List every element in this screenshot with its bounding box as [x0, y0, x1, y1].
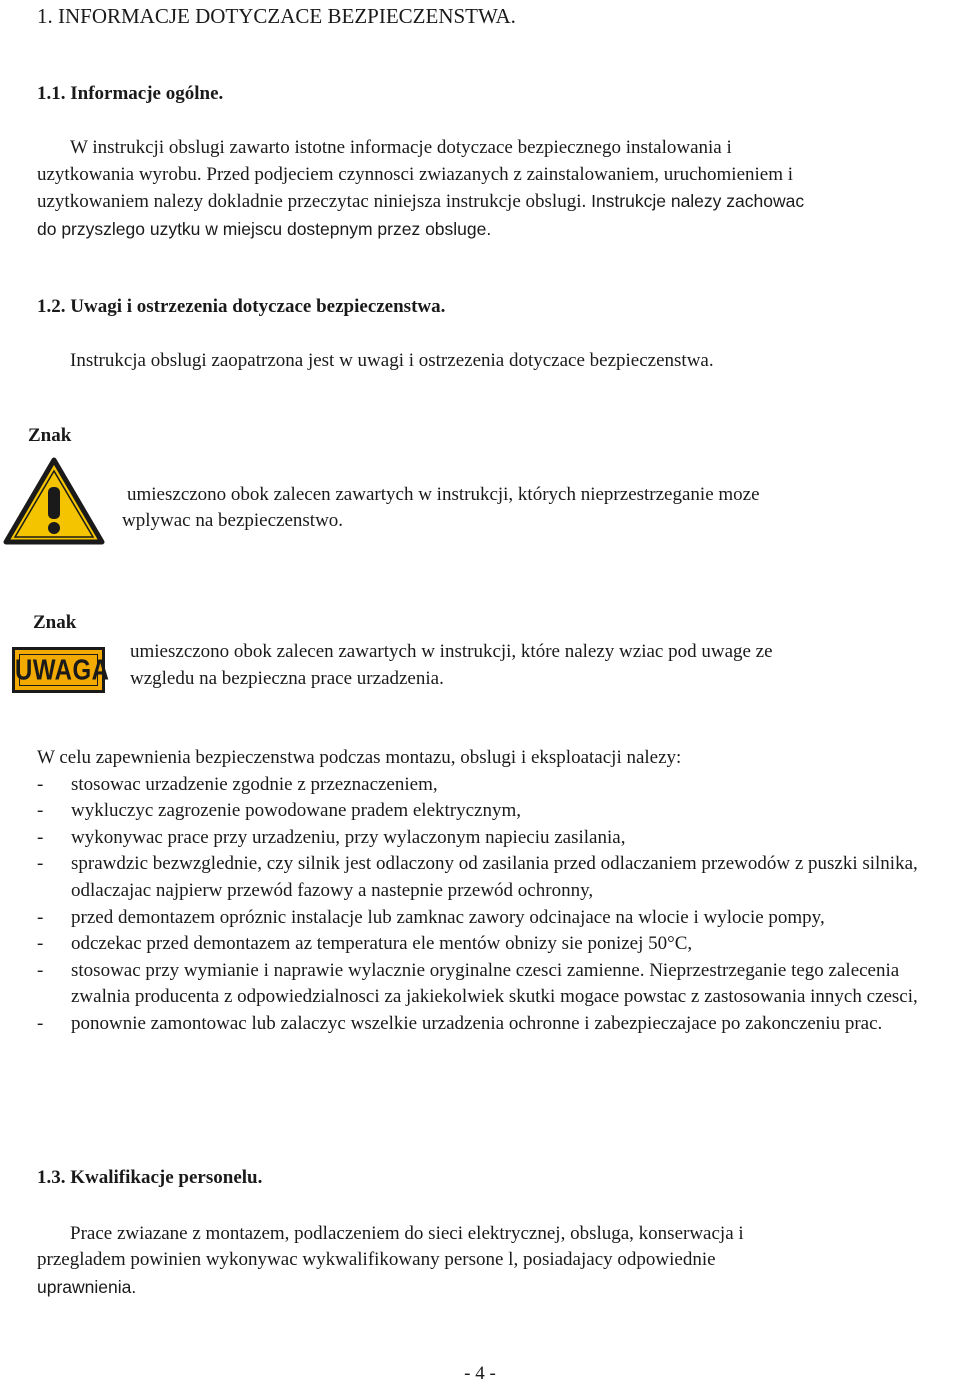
section-1-1-line-3-sans: Instrukcje nalezy zachowac	[586, 191, 805, 211]
bullet-dash: -	[37, 826, 44, 848]
section-1-3-line-1: Prace zwiazane z montazem, podlaczeniem do sieci elektrycznej, obsluga, konserwacja i	[70, 1223, 744, 1244]
list-item-text: sprawdzic bezwzglednie, czy silnik jest odlaczony od zasilania przed odlaczaniem przewodów z puszki silnika, odlaczajac najpierw przewód fazowy a nastepnie przewód ochronny,	[71, 853, 918, 901]
list-item	[37, 958, 960, 1011]
page-number: - 4 -	[464, 1363, 496, 1384]
section-1-3-line-2: przegladem powinien wykonywac wykwalifikowany persone l, posiadajacy odpowiednie	[37, 1249, 716, 1270]
bullet-dash: -	[37, 906, 44, 928]
section-1-2-intro: Instrukcja obslugi zaopatrzona jest w uwagi i ostrzezenia dotyczace bezpieczenstwa.	[70, 350, 714, 371]
list-item-text: przed demontazem opróznic instalacje lub zamknac zawory odcinajace na wlocie i wylocie pompy,	[71, 906, 825, 928]
list-item-text: wykonywac prace przy urzadzeniu, przy wylaczonym napieciu zasilania,	[71, 826, 626, 848]
list-item-text: stosowac przy wymianie i naprawie wylacznie oryginalne czesci zamienne. Nieprzestrzeganie tego zalecenia zwalnia producenta z odpowiedzialnosci za jakiekolwiek skutki mogace powstac z zastosowania innych czesci,	[71, 959, 918, 1008]
list-item-text: stosowac urzadzenie zgodnie z przeznaczeniem,	[71, 773, 438, 795]
safety-rules	[37, 745, 960, 1038]
bullet-dash: -	[37, 933, 44, 955]
list-item	[37, 931, 960, 958]
list-item-text: wykluczyc zagrozenie powodowane pradem elektrycznym,	[71, 800, 521, 822]
bullet-dash: -	[37, 1012, 44, 1034]
safety-rules-intro: W celu zapewnienia bezpieczenstwa podczas montazu, obslugi i eksploatacji nalezy:	[37, 747, 682, 768]
section-1-1-heading: 1.1. Informacje ogólne.	[37, 83, 224, 104]
uwaga-sign-label: Znak	[33, 612, 77, 633]
bullet-dash: -	[37, 853, 44, 875]
bullet-dash: -	[37, 959, 44, 981]
warning-sign-text-line-2: wplywac na bezpieczenstwo.	[122, 510, 344, 531]
list-item	[37, 825, 960, 852]
uwaga-sign-text-line-1: umieszczono obok zalecen zawartych w instrukcji, które nalezy wziac pod uwage ze	[130, 641, 773, 662]
list-item	[37, 1011, 960, 1038]
safety-rules-list	[37, 772, 960, 1038]
section-1-1-line-3-serif: uzytkowaniem nalezy dokladnie przeczytac niniejsza instrukcje obslugi.	[37, 191, 587, 212]
uwaga-badge	[12, 647, 110, 693]
bullet-dash: -	[37, 773, 44, 795]
uwaga-badge-text: UWAGA	[15, 654, 110, 687]
list-item	[37, 905, 960, 932]
warning-sign-text-line-1: umieszczono obok zalecen zawartych w instrukcji, których nieprzestrzeganie moze	[127, 484, 760, 505]
warning-sign-label: Znak	[28, 425, 72, 446]
section-1-2-heading: 1.2. Uwagi i ostrzezenia dotyczace bezpieczenstwa.	[37, 296, 446, 317]
section-1-1-line-4: do przyszlego uzytku w miejscu dostepnym przez obsluge.	[37, 219, 492, 239]
warning-triangle-icon	[3, 457, 105, 545]
list-item	[37, 798, 960, 825]
list-item-text: odczekac przed demontazem az temperatura ele mentów obnizy sie ponizej 50°C,	[71, 933, 693, 955]
list-item	[37, 772, 960, 799]
uwaga-sign-text-line-2: wzgledu na bezpieczna prace urzadzenia.	[130, 668, 444, 689]
section-1-1-line-1: W instrukcji obslugi zawarto istotne informacje dotyczace bezpiecznego instalowania i	[70, 137, 732, 158]
section-1-3-line-3: uprawnienia.	[37, 1277, 137, 1297]
section-1-heading: 1. INFORMACJE DOTYCZACE BEZPIECZENSTWA.	[37, 4, 516, 28]
section-1-3-heading: 1.3. Kwalifikacje personelu.	[37, 1167, 263, 1188]
section-1-1-line-2: uzytkowania wyrobu. Przed podjeciem czynnosci zwiazanych z zainstalowaniem, uruchomieniem i	[37, 164, 794, 185]
bullet-dash: -	[37, 800, 44, 822]
list-item-text: ponownie zamontowac lub zalaczyc wszelkie urzadzenia ochronne i zabezpieczajace po zakonczeniu prac.	[71, 1012, 883, 1034]
section-1-1-line-3	[37, 188, 804, 215]
list-item	[37, 851, 960, 904]
